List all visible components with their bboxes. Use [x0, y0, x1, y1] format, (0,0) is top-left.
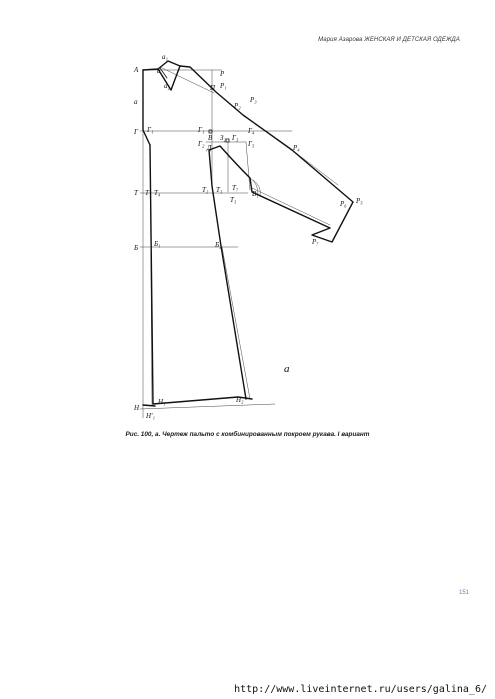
label-G-back: Г₁ — [147, 126, 154, 134]
label-a-neck: а — [157, 67, 161, 75]
label-P3: Р₃ — [250, 96, 257, 104]
label-P: Р — [220, 70, 225, 78]
label-a: а — [134, 98, 138, 106]
label-G3: Г₃ — [232, 134, 239, 142]
front-side-seam — [209, 150, 246, 399]
label-B_1: Б₁ — [154, 240, 161, 248]
label-H2: Н₂ — [236, 396, 244, 404]
label-T7: Т₇ — [232, 184, 239, 192]
label-P7: Р₇ — [312, 238, 319, 246]
label-H: Н — [134, 404, 140, 412]
label-G4: Г₄ — [248, 127, 255, 135]
figure-caption: Рис. 100, а. Чертеж пальто с комбинированным покроем рукава. I вариант — [125, 431, 370, 438]
point-z2-marker — [226, 139, 229, 142]
label-P4: Р₄ — [293, 144, 300, 152]
label-Bb: Б — [134, 244, 139, 252]
hem-corner — [143, 405, 155, 406]
label-P1: Р₁ — [220, 82, 227, 90]
figure-letter: а — [284, 363, 290, 375]
label-P5: Р₅ — [356, 197, 363, 205]
label-P2: Р₂ — [234, 102, 241, 110]
label-Z: З₂ — [220, 134, 226, 142]
label-H1: Н₁ — [158, 398, 166, 406]
label-T4: Т₄ — [154, 189, 161, 197]
label-G: Г — [134, 128, 138, 136]
shoulder-sleeve-outline — [143, 61, 353, 242]
label-T1: Т₁ — [145, 189, 152, 197]
label-A: А — [134, 66, 139, 74]
label-G2: Г₂ — [198, 140, 205, 148]
label-G5: Г₅ — [248, 140, 255, 148]
running-header: Мария Азарова ЖЕНСКАЯ И ДЕТСКАЯ ОДЕЖДА — [318, 37, 460, 43]
label-B1: В₁ — [252, 190, 259, 198]
label-B: В — [208, 134, 213, 142]
page-number: 151 — [458, 590, 469, 596]
label-T3: Т₃ — [216, 186, 223, 194]
source-url[interactable]: http://www.liveinternet.ru/users/galina_6/ — [234, 684, 487, 695]
label-T2: Т₂ — [202, 186, 209, 194]
point-g1-marker — [209, 130, 212, 133]
label-Hi: Н'₁ — [146, 412, 155, 420]
label-a1: а₁ — [162, 53, 168, 61]
sleeve-guide-lower — [252, 188, 330, 225]
label-D: Д — [207, 144, 212, 152]
label-G1: Г₁ — [198, 126, 205, 134]
label-B_2: Б₂ — [215, 241, 222, 249]
sleeve-center-line — [246, 142, 250, 190]
label-P6: Р₆ — [340, 200, 347, 208]
label-T: Т — [134, 189, 138, 197]
label-T3b: Т₃ — [230, 196, 237, 204]
side-guide-front — [222, 247, 250, 399]
label-a2: а₂ — [164, 82, 170, 90]
label-Pi: П — [210, 84, 216, 92]
